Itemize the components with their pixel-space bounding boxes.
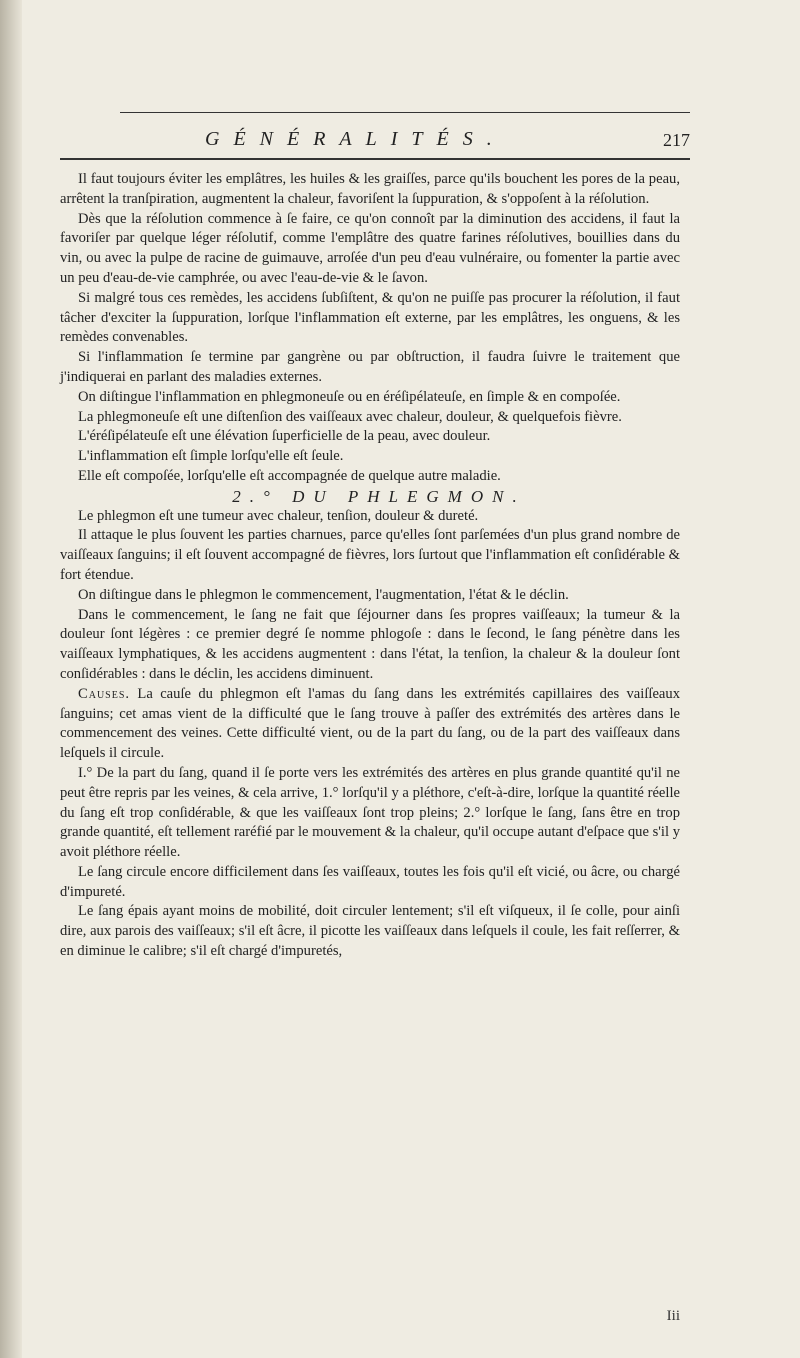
page-number: 217 — [663, 130, 690, 150]
paragraph: Le phlegmon eſt une tumeur avec chaleur, tenſion, douleur & dureté. — [78, 507, 479, 524]
paragraph: Elle eſt compoſée, lorſqu'elle eſt accompagnée de quelque autre maladie. — [78, 467, 501, 484]
running-title: GÉNÉRALITÉS. — [205, 128, 506, 150]
header-rule — [60, 158, 690, 160]
causes-paragraph — [60, 685, 680, 764]
paragraph: Le ſang épais ayant moins de mobilité, doit circuler lentement; s'il eſt viſqueux, il ſe colle, pour ainſi dire, aux parois des vaiſſeaux; s'il eſt âcre, il picotte les vaiſſeaux dans leſquels il coule, les fait reſſerrer, & en diminue le calibre; s'il eſt chargé d'impuretés, — [60, 903, 680, 960]
paragraph: Le ſang circule encore difficilement dans ſes vaiſſeaux, toutes les fois qu'il eſt vicié, ou âcre, ou chargé d'impureté. — [60, 863, 680, 900]
paragraph: Si l'inflammation ſe termine par gangrène ou par obſtruction, il faudra ſuivre le traitement que j'indiquerai en parlant des maladies externes. — [60, 349, 680, 385]
paragraph: L'éréſipélateuſe eſt une élévation ſuperficielle de la peau, avec douleur. — [78, 428, 491, 445]
paragraph: I.° De la part du ſang, quand il ſe porte vers les extrémités des artères en plus grande quantité qu'il ne peut être repris par les veines, & cela arrive, 1.° lorſqu'il y a pléthore, c'eſt-à-dire, lorſque la quantité réelle du ſang eſt trop conſidérable, & que les vaiſſeaux ſont trop pleins; 2.° lorſque le ſang, ſans être en trop grande quantité, eſt tellement raréfié par le mouvement & la chaleur, qu'il occupe autant d'eſpace que s'il y avoit pléthore réelle. — [60, 764, 680, 861]
signature-mark: Iii — [666, 1308, 680, 1324]
paragraph: Dès que la réſolution commence à ſe faire, ce qu'on connoît par la diminution des accidens, il faut la favoriſer par quelque léger réſolutif, comme l'emplâtre des quatre farines réſolutives, bouillies dans du vin, ou avec la pulpe de racine de guimauve, arroſée d'un peu d'eau vulnéraire, ou fomenter la partie avec un peu d'eau-de-vie camphrée, ou avec l'eau-de-vie & le ſavon. — [60, 210, 680, 286]
paragraph: Il faut toujours éviter les emplâtres, les huiles & les graiſſes, parce qu'ils bouchent les pores de la peau, arrêtent la tranſpiration, augmentent la chaleur, favoriſent la ſuppuration, & s'oppoſent à la réſolution. — [60, 171, 680, 207]
page-header — [60, 128, 690, 156]
top-rule — [120, 112, 690, 113]
page-body — [60, 170, 680, 962]
paragraph: La phlegmoneuſe eſt une diſtenſion des vaiſſeaux avec chaleur, douleur, & quelquefois fièvre. — [78, 408, 622, 425]
paragraph: Si malgré tous ces remèdes, les accidens ſubſiſtent, & qu'on ne puiſſe pas procurer la réſolution, il faut tâcher d'exciter la ſuppuration, lorſque l'inflammation eſt externe, par les emplâtres, les onguens, & les remèdes convenables. — [60, 289, 680, 346]
paragraph: Dans le commencement, le ſang ne fait que ſéjourner dans ſes propres vaiſſeaux; la tumeur & la douleur ſont légères : ce premier degré ſe nomme phlogoſe : dans le ſecond, le ſang pénètre dans les vaiſſeaux lymphatiques, & les accidens augmentent : dans l'état, la tenſion, la chaleur & la douleur ſont conſidérables : dans le déclin, les accidens diminuent. — [60, 606, 680, 682]
paragraph: Il attaque le plus ſouvent les parties charnues, parce qu'elles ſont parſemées d'un plus grand nombre de vaiſſeaux ſanguins; il eſt ſouvent accompagné de fièvres, lors ſurtout que l'inflammation eſt conſidérable & fort étendue. — [60, 527, 680, 583]
section-heading: 2.° DU PHLEGMON. — [232, 486, 526, 506]
paragraph: L'inflammation eſt ſimple lorſqu'elle eſt ſeule. — [78, 448, 344, 465]
causes-label: Causes. — [78, 685, 131, 702]
causes-text: La cauſe du phlegmon eſt l'amas du ſang dans les extrémités capillaires des vaiſſeaux ſanguins; cet amas vient de la difficulté que le ſang trouve à paſſer des extrémités des artères dans le commencement des veines. Cette difficulté vient, ou de la part du ſang, ou de la part des vaiſſeaux dans leſquels il circule. — [60, 685, 680, 762]
page-binding-shadow — [0, 0, 22, 1358]
paragraph: On diſtingue dans le phlegmon le commencement, l'augmentation, l'état & le déclin. — [78, 586, 569, 603]
paragraph: On diſtingue l'inflammation en phlegmoneuſe ou en éréſipélateuſe, en ſimple & en compoſée. — [78, 388, 621, 405]
